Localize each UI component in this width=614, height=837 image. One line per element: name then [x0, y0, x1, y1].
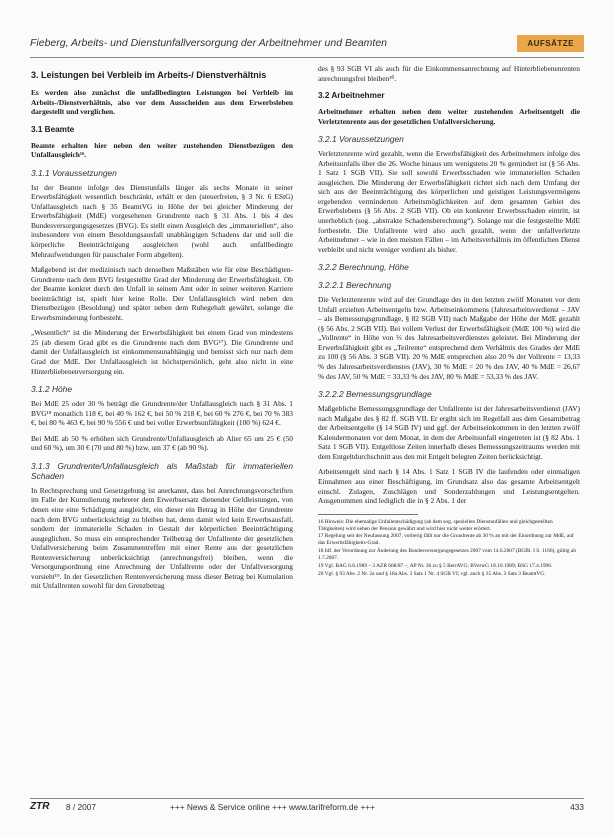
section-heading: 3. Leistungen bei Verbleib im Arbeits-/ Dienstverhältnis	[31, 70, 267, 80]
subsubsection-heading: 3.1.1 Voraussetzungen	[31, 167, 117, 178]
running-title: Fieberg, Arbeits- und Dienstunfallversorgung der Arbeitnehmer und Beamten	[30, 37, 387, 49]
footnote: 16 Hinweis: Die ehemalige Unfallentschädigung (ab dem sog. speziellen Dienstunfällen und gleichgestellten Tätigkeiten) wird neben der Pension gewährt und wird hier nicht weiter erörtert.	[318, 518, 553, 532]
body-paragraph: Maßgebliche Bemessungsgrundlage der Unfallrente ist der Jahresarbeitsverdienst (JAV) nach Maßgabe des § 82 ff. SGB VII. Er ergibt sich im Regelfall aus dem Gesamtbetrag der Arbeitsentgelte (§ 14 SGB IV) und ggf. der Arbeitseinkommen in den letzten zwölf Kalendermonaten vor dem Monat, in dem der Arbeitsunfall eingetreten ist (§ 82 Abs. 1 Satz 1 SGB VII). Entgeltlose Zeiten innerhalb dieses Bemessungszeitraums werden mit dem Entgeltdurchschnitt aus den mit Entgelt belegten Zeiten berücksichtigt.	[318, 404, 580, 461]
footer-divider	[30, 798, 584, 799]
footnote: 18 Idf. der Verordnung zur Änderung des Bundesversorgungsgesetzes 2007 vom 14.6.2007 (BGBl. I S. 1166), gültig ab 1.7.2007.	[318, 548, 577, 562]
body-paragraph: Die Verletztenrente wird auf der Grundlage des in den letzten zwölf Monaten vor dem Unfall erzielten Arbeitsentgelts bzw. Arbeitseinkommens (Jahresarbeitsverdienst – JAV – als Bemessungsgrundlage, § 82 SGB VII) nach Maßgabe der Höhe der MdE gezahlt (§ 56 Abs. 2 SGB VII). Bei vollem Verlust der Erwerbsfähigkeit (MdE 100 %) wird die „Vollrente“ in Höhe von ⅔ des Jahresarbeitsverdienstes geleistet. Bei Minderung der Erwerbsfähigkeit gibt es „Teilrente“ entsprechend dem Verhältnis des Grades der MdE zu 100 (§ 56 Abs. 3 SGB VII). 20 % MdE entsprechen also 20 % der Vollrente = 13,33 % des Jahresarbeitsverdienstes (JAV), 30 % MdE = 20 % des JAV, 40 % MdE = 26,67 % des JAV, 50 % MdE = 33,33 % des JAV, 80 % MdE = 53,33 % des JAV.	[318, 295, 580, 381]
body-paragraph: Ist der Beamte infolge des Dienstunfalls länger als sechs Monate in seiner Erwerbsfähigkeit wesentlich beschränkt, erhält er den (steuerfreien, § 3 Nr. 6 EStG) Unfallausgleich nach § 35 BeamtVG in Höhe der bei gleicher Minderung der Erwerbsfähigkeit (MdE) vorgesehenen Grundrente nach § 31 Abs. 1 bis 4 des Bundesversorgungsgesetzes (BVG). Es stellt einen Ausgleich des „immateriellen“, also insbesondere von einem Besoldungsausfall unabhängigen Schadens dar und soll die körperliche Beeinträchtigung ausgleichen (wohl auch unfallbedingte Mehraufwendungen für pauschaler Form abgelten).	[31, 182, 293, 259]
subsection-heading: 3.2 Arbeitnehmer	[318, 91, 385, 101]
footer-link[interactable]: +++ News & Service online +++ www.tarifreform.de +++	[170, 802, 375, 812]
footnote: 20 Vgl. § 93 Abs. 2 Nr. 2a und § 18a Abs. 3 Satz 1 Nr. 4 SGB VI; vgl. auch § 35 Abs. 3 Satz 3 BeamtVG.	[318, 570, 546, 577]
issue-number: 8 / 2007	[66, 802, 96, 812]
body-paragraph: Bei MdE 25 oder 30 % beträgt die Grundrente/der Unfallausgleich nach § 31 Abs. 1 BVG¹⁸ monatlich 118 €, bei 40 % 162 €, bei 50 % 218 €, bei 60 % 276 €, bei 70 % 383 €, bei 80 % 463 €, bei 90 % 556 € und bei voller Erwerbsunfähigkeit (100 %) 624 €.	[31, 399, 293, 428]
body-paragraph: „Wesentlich“ ist die Minderung der Erwerbsfähigkeit bei einem Grad von mindestens 25 (ab diesem Grad gibt es die Grundrente nach dem BVG¹⁷). Die Grundrente und damit der Unfallausgleich ist einkommensunabhängig und bemisst sich nur nach dem Grad der MdE. Der Unfallausgleich ist höchstpersönlich, geht also nicht in eine Hinterbliebenenversorgung ein.	[31, 328, 293, 376]
intro-paragraph: Es werden also zunächst die unfallbedingten Leistungen bei Verbleib im Arbeits-/Dienstverhältnis, also vor dem Ausscheiden aus dem Erwerbsleben dargestellt und verglichen.	[31, 88, 293, 117]
left-column	[31, 64, 293, 597]
journal-logo: ZTR	[30, 801, 50, 812]
subsubsection-heading: 3.2.2.2 Bemessungsgrundlage	[318, 389, 432, 400]
subsubsection-heading: 3.2.2 Berechnung, Höhe	[318, 262, 409, 273]
header-divider	[30, 57, 584, 58]
body-paragraph: In Rechtsprechung und Gesetzgebung ist anerkannt, dass bei Anrechnungsvorschriften im Falle der Kumulierung mehrerer dem Erwerbsersatz dienender Geldleistungen, von denen eine eine Schädigung ausgleicht, ein dieser ein Betrag in Höhe der Grundrente nach dem BVG unberücksichtigt zu bleiben hat, denn damit wird kein Erwerbsausfall, sondern der immaterielle Schaden in Gestalt der körperlichen Beeinträchtigung ausgeglichen. So muss ein entsprechender Teilbetrag der Unfallrente der gesetzlichen Unfallversicherung beim Zusammentreffen mit einer Rente aus der gesetzlichen Rentenversicherung unberücksichtigt (anrechnungsfrei) bleiben, wenn die Versorgungsordnung eine Anrechnung der Unfallrente oder der Unfallversorgung vorsieht¹⁹. In der Gesetzlichen Rentenversicherung muss dieser Betrag bei Kumulation mit Unfallrenten sowohl für den Grenzbetrag	[31, 485, 293, 591]
body-paragraph: Arbeitsentgelt sind nach § 14 Abs. 1 Satz 1 SGB IV die laufenden oder einmaligen Einnahmen aus einer Beschäftigung, im Grundsatz also das gesamte Arbeitsentgelt einschl. Zulagen, Zuschlägen und Sonderzahlungen und Leistungsentgelten. Ausgenommen sind lediglich die in § 2 Abs. 1 der	[318, 467, 580, 506]
subsubsection-heading: 3.2.2.1 Berechnung	[318, 280, 392, 291]
page-footer	[30, 802, 584, 816]
arbeitnehmer-paragraph: Arbeitnehmer erhalten neben dem weiter zustehenden Arbeitsentgelt die Verletztenrente aus der gesetzlichen Unfallversicherung.	[318, 107, 580, 126]
subsubsection-heading: 3.2.1 Voraussetzungen	[318, 134, 404, 145]
section-badge: AUFSÄTZE	[517, 35, 584, 52]
footnote: 17 Regelung seit der Neufassung 2007, vorherig fällt nur die Grundrente ab 30 % an mit der Einordnung zur MdE, auf das Erwerbsfähigkeits-Grad.	[318, 533, 574, 547]
footnote-divider	[318, 514, 418, 515]
subsubsection-heading: 3.1.3 Grundrente/Unfallausgleich als Maßstab für immateriellen Schaden	[31, 460, 293, 481]
footnote: 19 Vgl. BAG 6.6.1989 – 3 AZR 668/87 –, AP Nr. 36 zu § 5 BetrAVG; BVerwG 18.10.1989; BSG 17.4.1996.	[318, 563, 553, 570]
right-column	[318, 64, 580, 579]
body-paragraph: Bei MdE ab 50 % erhöhen sich Grundrente/Unfallausgleich ab Alter 65 um 25 € (50 und 60 %), um 30 € (70 und 80 %) bzw. um 37 € (ab 90 %).	[31, 433, 293, 453]
subsubsection-heading: 3.1.2 Höhe	[31, 384, 72, 395]
beamte-paragraph: Beamte erhalten hier neben den weiter zustehenden Dienstbezügen den Unfallausgleich¹⁶.	[31, 140, 293, 160]
body-paragraph: des § 93 SGB VI als auch für die Einkommensanrechnung auf Hinterbliebenenrenten anrechnungsfrei bleiben²⁰.	[318, 64, 580, 83]
body-paragraph: Verletztenrente wird gezahlt, wenn die Erwerbsfähigkeit des Arbeitnehmers infolge des Arbeitsunfalls über die 26. Woche hinaus um wenigstens 20 % gemindert ist (§ 56 Abs. 1 Satz 1 SGB VII). Sie soll sowohl Erwerbsschaden wie immateriellen Schaden ausgleichen. Die Minderung der Erwerbsfähigkeit richtet sich nach dem Umfang der sich aus der Beeinträchtigung des körperlichen und geistigen Leistungsvermögens ergebenden verminderten Arbeitsmöglichkeiten auf dem gesamten Gebiet des Erwerbslebens (§ 56 Abs. 2 SGB VII). Ob ein konkreter Erwerbsschaden eintritt, ist unerheblich (sog. „abstrakte Schadensberechnung“). Solange nur die festgestellte MdE fortbesteht. Die Unfallrente wird also auch gezahlt, wenn der unfallverletzte Arbeitnehmer – wie in den meisten Fällen – im Arbeitsverhältnis im öffentlichen Dienst verbleibt und nicht weniger verdient als bisher.	[318, 149, 580, 254]
subsection-heading: 3.1 Beamte	[31, 124, 75, 134]
body-paragraph: Maßgebend ist der medizinisch nach denselben Maßstäben wie für eine Beschädigten-Grundrente nach dem BVG festgestellte Grad der Minderung der Erwerbsfähigkeit. Ob der Beamte konkret durch den Unfall in seinem Amt oder in seiner weiteren Karriere beeinträchtigt ist, spielt hier keine Rolle. Der Unfallausgleich wird neben den Dienstbezügen (Besoldung) und später neben dem Ruhegehalt gewährt, solange die Erwerbsminderung fortbesteht.	[31, 265, 293, 322]
page-number: 433	[570, 802, 584, 812]
running-header	[30, 34, 584, 54]
